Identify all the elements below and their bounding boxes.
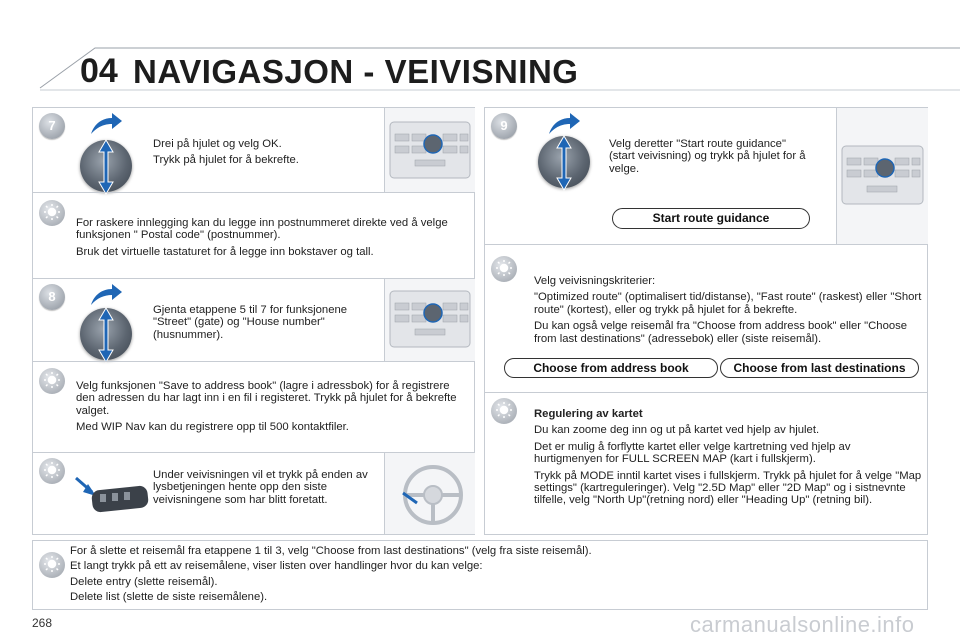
bottom-line-3: Delete entry (slette reisemål). <box>70 575 218 588</box>
step8-text: Gjenta etappene 5 til 7 for funksjonene "Street" (gate) og "House number" (husnummer). <box>153 304 348 341</box>
console-device-icon <box>384 279 475 361</box>
tip5-line-3: Trykk på MODE inntil kartet vises i fullskjerm. Trykk på hjulet for å velge "Map settings" (kartreguleringer). Velg "2.5D Map" eller "2D Map" og i sistnevnte tilfelle, velg "North Up"(retning nord) eller "Heading Up" (retning bil). <box>534 469 922 507</box>
chapter-number: 04 <box>80 52 118 90</box>
tip2-text <box>76 380 466 438</box>
tip1-line-2: Bruk det virtuelle tastaturet for å legge inn bokstaver og tall. <box>76 245 374 258</box>
tip5-heading: Regulering av kartet <box>534 408 643 420</box>
lightbulb-icon <box>39 552 65 578</box>
bottom-line-1: For å slette et reisemål fra etappene 1 til 3, velg "Choose from last destinations" (velg fra siste reisemål). <box>70 545 592 557</box>
tip4-line-1: Velg veivisningskriterier: <box>534 275 656 287</box>
step-badge-9: 9 <box>491 113 517 139</box>
light-stalk-icon <box>70 470 150 530</box>
knob-arrows-icon <box>551 134 577 192</box>
divider <box>485 392 927 393</box>
console-device-icon <box>836 108 928 244</box>
divider <box>33 192 474 193</box>
lightbulb-icon <box>39 458 65 484</box>
watermark: carmanualsonline.info <box>690 612 915 637</box>
tip4-line-3: Du kan også velge reisemål fra "Choose from address book" eller "Choose from last destinations" (adressebok) eller (siste reisemål). <box>534 320 908 345</box>
knob-arrows-icon <box>93 306 119 364</box>
lightbulb-icon <box>39 368 65 394</box>
lightbulb-icon <box>491 398 517 424</box>
pencil-arrow-icon <box>88 110 124 136</box>
lightbulb-icon <box>39 200 65 226</box>
choose-from-address-book-button[interactable]: Choose from address book <box>504 358 718 378</box>
tip5-line-2: Det er mulig å forflytte kartet eller velge kartretning ved hjelp av hurtigmenyen for FULL SCREEN MAP (kart i fullskjerm). <box>534 440 851 466</box>
step7-line-2: Trykk på hjulet for å bekrefte. <box>153 154 299 167</box>
step7-line-1: Drei på hjulet og velg OK. <box>153 138 282 150</box>
page-title: NAVIGASJON - VEIVISNING <box>133 53 579 90</box>
bottom-line-2: Et langt trykk på ett av reisemålene, viser listen over handlinger hvor du kan velge: <box>70 560 483 573</box>
tip4-line-2: "Optimized route" (optimalisert tid/distanse), "Fast route" (raskest) eller "Short route" (kortest), eller og trykk på hjulet for å bekrefte. <box>534 291 922 316</box>
tip2-line-1: Velg funksjonen "Save to address book" (lagre i adressbok) for å registrere den adressen du har lagt inn i en fil i registeret. Trykk på hjulet for å bekrefte valget. <box>76 380 457 417</box>
divider <box>485 244 927 245</box>
tip2-line-2: Med WIP Nav kan du registrere opp til 500 kontaktfiler. <box>76 421 349 434</box>
start-route-guidance-button[interactable]: Start route guidance <box>612 208 810 229</box>
choose-from-last-destinations-button[interactable]: Choose from last destinations <box>720 358 919 378</box>
bottom-text <box>70 545 920 607</box>
page-number: 268 <box>32 616 53 630</box>
tip5-text <box>534 408 922 511</box>
tip5-line-1: Du kan zoome deg inn og ut på kartet ved hjelp av hjulet. <box>534 424 820 437</box>
tip1-text <box>76 217 461 262</box>
step9-text: Velg deretter "Start route guidance" (start veivisning) og trykk på hjulet for å velge. <box>609 138 806 175</box>
step-badge-7: 7 <box>39 113 65 139</box>
pencil-arrow-icon <box>546 110 582 136</box>
steering-wheel-icon <box>384 453 475 534</box>
lightbulb-icon <box>491 256 517 282</box>
step7-text <box>153 138 373 171</box>
console-device-icon <box>384 108 475 192</box>
divider <box>33 361 474 362</box>
step-badge-8: 8 <box>39 284 65 310</box>
tip4-text <box>534 275 922 349</box>
bottom-line-4: Delete list (slette de siste reisemålene). <box>70 591 268 604</box>
tip3-text: Under veivisningen vil et trykk på enden av lysbetjeningen hente opp den siste veivisningene som har blitt foretatt. <box>153 469 368 506</box>
pencil-arrow-icon <box>88 281 124 307</box>
knob-arrows-icon <box>93 138 119 196</box>
tip1-line-1: For raskere innlegging kan du legge inn postnummeret direkte ved å velge funksjonen " Postal code" (postnummer). <box>76 217 448 242</box>
